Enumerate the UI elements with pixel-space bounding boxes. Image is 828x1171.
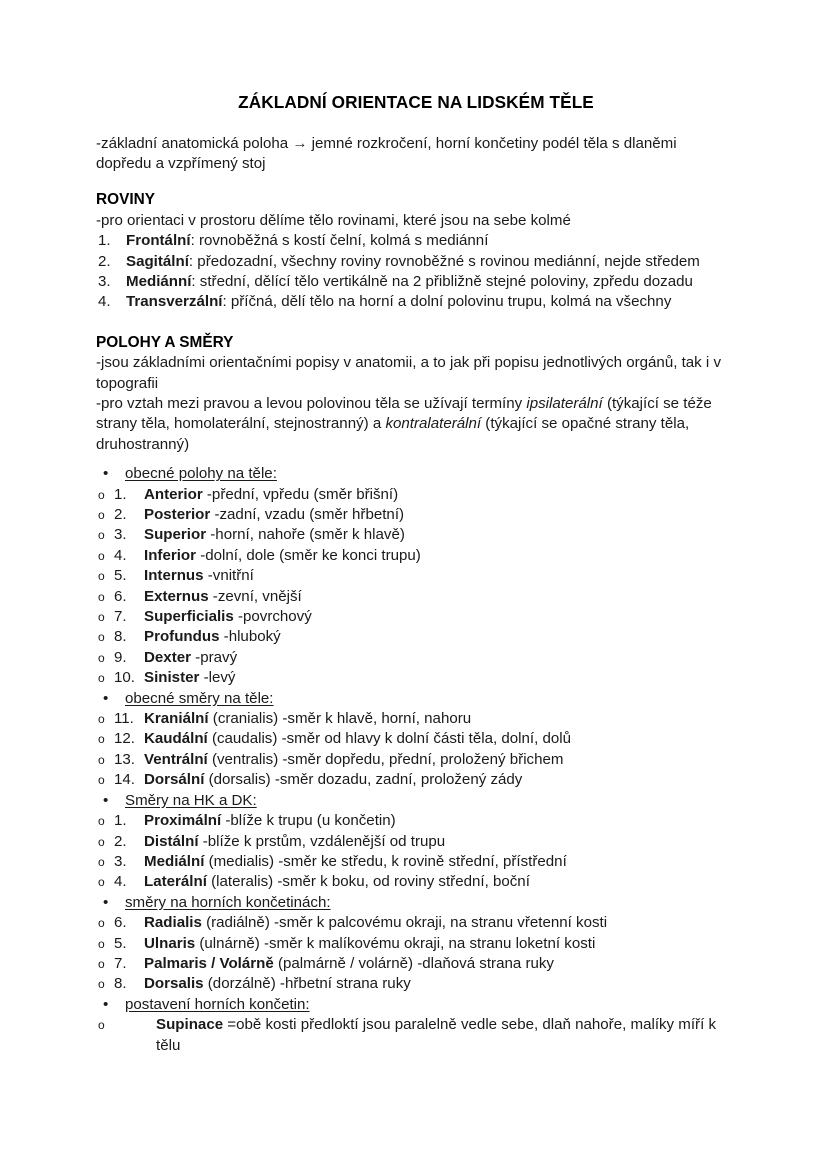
circle-bullet-icon: o bbox=[98, 1018, 105, 1033]
list-marker: 8. bbox=[114, 975, 127, 993]
group-header bbox=[96, 464, 736, 484]
group-label: obecné směry na těle: bbox=[125, 689, 274, 707]
term-label: Sinister bbox=[144, 669, 200, 687]
list-item bbox=[96, 252, 736, 272]
spacer bbox=[96, 174, 736, 190]
term-description: (dorsalis) -směr dozadu, zadní, proložený zády bbox=[204, 771, 523, 789]
polohy-lead-1: -jsou základními orientačními popisy v anatomii, a to jak při popisu jednotlivých orgánů, tak i v topografii bbox=[96, 354, 722, 392]
spacer bbox=[96, 313, 736, 333]
term-label: Posterior bbox=[144, 506, 211, 523]
term-description: (ulnárně) -směr k malíkovému okraji, na stranu loketní kosti bbox=[195, 934, 596, 952]
list-item bbox=[96, 668, 736, 688]
group-obecne-polohy bbox=[96, 464, 736, 688]
circle-bullet-icon: o bbox=[98, 854, 105, 869]
circle-bullet-icon: o bbox=[98, 773, 105, 788]
list-item bbox=[96, 587, 736, 607]
bullet-icon: • bbox=[103, 893, 109, 911]
list-item bbox=[96, 852, 736, 872]
list-marker: 10. bbox=[114, 669, 135, 687]
term-description: -hluboký bbox=[219, 628, 281, 646]
list-item bbox=[96, 627, 736, 647]
lead2-part-b: (týkající se téže strany těla, homolaterální, stejnostranný) a bbox=[96, 394, 712, 433]
term-label: Kraniální bbox=[144, 710, 209, 728]
list-marker: 3. bbox=[114, 526, 127, 544]
term-description: : střední, dělící tělo vertikálně na 2 přibližně stejné poloviny, zpředu dozadu bbox=[191, 272, 693, 290]
term-label: Mediánní bbox=[126, 272, 192, 290]
term-description: -blíže k trupu (u končetin) bbox=[221, 812, 396, 830]
group-postaveni-hornich-koncetin bbox=[96, 995, 736, 1056]
intro-text-after: jemné rozkročení, horní končetiny podél těla s dlaněmi dopředu a vzpřímený stoj bbox=[96, 134, 677, 172]
arrow-icon: → bbox=[292, 134, 308, 152]
list-item bbox=[96, 974, 736, 994]
bullet-icon: • bbox=[103, 791, 109, 809]
circle-bullet-icon: o bbox=[98, 936, 105, 951]
list-item bbox=[96, 485, 736, 505]
term-description: -horní, nahoře (směr k hlavě) bbox=[206, 526, 405, 544]
list-item bbox=[96, 770, 736, 790]
term-label: Proximální bbox=[144, 812, 222, 830]
circle-bullet-icon: o bbox=[98, 528, 105, 543]
list-marker: 13. bbox=[114, 750, 135, 768]
term-description: (ventralis) -směr dopředu, přední, proložený břichem bbox=[207, 750, 564, 768]
list-marker: 7. bbox=[114, 608, 127, 626]
circle-bullet-icon: o bbox=[98, 630, 105, 645]
group-label: směry na horních končetinách: bbox=[125, 893, 331, 911]
group-label: obecné polohy na těle: bbox=[125, 465, 277, 483]
list-marker: 1. bbox=[114, 812, 127, 830]
bullet-icon: • bbox=[103, 995, 109, 1013]
list-marker: 5. bbox=[114, 567, 127, 585]
term-label: Dexter bbox=[144, 648, 191, 666]
term-description: -pravý bbox=[190, 648, 238, 666]
sub-list bbox=[96, 485, 736, 689]
term-kontralateralni: kontralaterální bbox=[385, 415, 482, 433]
list-marker: 4. bbox=[98, 293, 111, 311]
circle-bullet-icon: o bbox=[98, 589, 105, 604]
list-marker: 5. bbox=[114, 934, 127, 952]
list-marker: 9. bbox=[114, 648, 127, 666]
sub-list bbox=[96, 709, 736, 791]
term-description: : předozadní, všechny roviny rovnoběžné s rovinou mediánní, nejde středem bbox=[188, 252, 700, 270]
list-marker: 12. bbox=[114, 730, 135, 748]
group-obecne-smery bbox=[96, 689, 736, 791]
term-label: Laterální bbox=[144, 873, 207, 891]
circle-bullet-icon: o bbox=[98, 508, 105, 522]
circle-bullet-icon: o bbox=[98, 487, 105, 502]
term-description: (caudalis) -směr od hlavy k dolní části těla, dolní, dolů bbox=[207, 730, 572, 748]
list-marker: 2. bbox=[114, 506, 127, 523]
list-item bbox=[96, 954, 736, 974]
list-marker: 11. bbox=[114, 710, 134, 728]
circle-bullet-icon: o bbox=[98, 977, 105, 992]
term-label: Externus bbox=[144, 587, 209, 605]
lead2-part-c: (týkající se opačné strany těla, druhostranný) bbox=[96, 415, 690, 453]
list-marker: 3. bbox=[114, 852, 127, 870]
list-marker: 8. bbox=[114, 628, 127, 646]
list-marker: 6. bbox=[114, 914, 127, 932]
term-description: -zadní, vzadu (směr hřbetní) bbox=[210, 506, 405, 523]
circle-bullet-icon: o bbox=[98, 752, 105, 767]
sub-list bbox=[96, 811, 736, 893]
list-item bbox=[96, 231, 736, 251]
term-label: Sagitální bbox=[126, 252, 189, 270]
term-label: Ventrální bbox=[144, 750, 208, 768]
list-item bbox=[96, 872, 736, 892]
term-description: -zevní, vnější bbox=[208, 587, 302, 605]
list-item bbox=[96, 292, 736, 312]
term-label: Internus bbox=[144, 567, 204, 585]
term-label: Inferior bbox=[144, 546, 196, 564]
list-marker: 7. bbox=[114, 954, 127, 972]
term-label: Frontální bbox=[126, 232, 191, 250]
list-item bbox=[96, 934, 736, 954]
term-description: =obě kosti předloktí jsou paralelně vedle sebe, dlaň nahoře, malíky míří k tělu bbox=[156, 1016, 717, 1054]
term-description: : rovnoběžná s kostí čelní, kolmá s mediánní bbox=[190, 232, 489, 250]
circle-bullet-icon: o bbox=[98, 650, 105, 665]
circle-bullet-icon: o bbox=[98, 548, 105, 563]
sub-list bbox=[96, 1015, 736, 1056]
circle-bullet-icon: o bbox=[98, 875, 105, 890]
polohy-lead-2 bbox=[96, 394, 736, 455]
term-label: Anterior bbox=[144, 485, 203, 503]
term-description: -vnitřní bbox=[203, 567, 254, 585]
bullet-icon: • bbox=[103, 689, 109, 707]
group-header bbox=[96, 689, 736, 709]
list-marker: 4. bbox=[114, 546, 127, 564]
bullet-icon: • bbox=[103, 465, 109, 483]
group-label: postavení horních končetin: bbox=[125, 995, 310, 1013]
list-item bbox=[96, 546, 736, 566]
list-item bbox=[96, 913, 736, 933]
section-heading-roviny: ROVINY bbox=[96, 191, 156, 209]
list-item bbox=[96, 607, 736, 627]
sub-list bbox=[96, 913, 736, 995]
section-heading-polohy-a-smery: POLOHY A SMĚRY bbox=[96, 333, 234, 351]
term-label: Kaudální bbox=[144, 730, 208, 748]
circle-bullet-icon: o bbox=[98, 732, 105, 747]
list-marker: 4. bbox=[114, 873, 127, 891]
term-description: (radiálně) -směr k palcovému okraji, na stranu vřetenní kosti bbox=[201, 914, 608, 932]
term-label: Profundus bbox=[144, 628, 220, 646]
list-item bbox=[96, 272, 736, 292]
term-label: Ulnaris bbox=[144, 934, 196, 952]
group-header bbox=[96, 995, 736, 1015]
term-label: Supinace bbox=[156, 1016, 224, 1034]
circle-bullet-icon: o bbox=[98, 610, 105, 625]
list-item bbox=[96, 566, 736, 586]
term-label: Palmaris / Volárně bbox=[144, 954, 274, 972]
term-description: (medialis) -směr ke středu, k rovině střední, přístřední bbox=[204, 852, 567, 870]
list-marker: 2. bbox=[98, 252, 111, 270]
term-description: -dolní, dole (směr ke konci trupu) bbox=[196, 546, 421, 564]
circle-bullet-icon: o bbox=[98, 569, 105, 584]
group-label: Směry na HK a DK: bbox=[125, 791, 257, 809]
term-label: Mediální bbox=[144, 852, 205, 870]
circle-bullet-icon: o bbox=[98, 916, 105, 931]
term-label: Distální bbox=[144, 832, 199, 850]
circle-bullet-icon: o bbox=[98, 834, 105, 849]
list-item bbox=[96, 1015, 736, 1056]
list-marker: 2. bbox=[114, 832, 127, 850]
list-marker: 14. bbox=[114, 771, 135, 789]
term-description: -přední, vpředu (směr břišní) bbox=[202, 485, 399, 503]
list-item bbox=[96, 750, 736, 770]
term-description: (cranialis) -směr k hlavě, horní, nahoru bbox=[208, 710, 472, 728]
intro-paragraph bbox=[96, 134, 736, 175]
group-smery-hk-dk bbox=[96, 791, 736, 893]
term-description: -blíže k prstům, vzdálenější od trupu bbox=[198, 832, 446, 850]
group-header bbox=[96, 893, 736, 913]
roviny-lead: -pro orientaci v prostoru dělíme tělo rovinami, které jsou na sebe kolmé bbox=[96, 211, 571, 229]
circle-bullet-icon: o bbox=[98, 814, 105, 829]
list-item bbox=[96, 505, 736, 525]
term-description: (dorzálně) -hřbetní strana ruky bbox=[203, 975, 411, 993]
intro-text-before: -základní anatomická poloha bbox=[96, 134, 293, 152]
list-item bbox=[96, 729, 736, 749]
term-description: -povrchový bbox=[233, 608, 312, 626]
list-item bbox=[96, 832, 736, 852]
list-marker: 6. bbox=[114, 587, 127, 605]
document-content bbox=[96, 92, 736, 1056]
list-marker: 1. bbox=[98, 232, 111, 250]
list-item bbox=[96, 648, 736, 668]
term-description: -levý bbox=[199, 669, 236, 687]
group-header bbox=[96, 791, 736, 811]
term-description: (palmárně / volárně) -dlaňová strana ruky bbox=[273, 954, 554, 972]
circle-bullet-icon: o bbox=[98, 671, 105, 686]
lead2-part-a: -pro vztah mezi pravou a levou polovinou těla se užívají termíny bbox=[96, 394, 527, 412]
list-marker: 3. bbox=[98, 272, 111, 290]
term-ipsilateralni: ipsilaterální bbox=[526, 394, 603, 412]
term-label: Dorsální bbox=[144, 771, 205, 789]
list-marker: 1. bbox=[114, 485, 127, 503]
term-label: Radialis bbox=[144, 914, 202, 932]
term-label: Transverzální bbox=[126, 293, 223, 311]
list-item bbox=[96, 811, 736, 831]
list-item bbox=[96, 709, 736, 729]
circle-bullet-icon: o bbox=[98, 956, 105, 971]
term-description: (lateralis) -směr k boku, od roviny střední, boční bbox=[206, 873, 530, 891]
roviny-list bbox=[96, 231, 736, 313]
circle-bullet-icon: o bbox=[98, 712, 105, 727]
page-title: ZÁKLADNÍ ORIENTACE NA LIDSKÉM TĚLE bbox=[238, 92, 594, 112]
group-smery-horni-koncetiny bbox=[96, 893, 736, 995]
term-label: Dorsalis bbox=[144, 975, 204, 993]
term-label: Superior bbox=[144, 526, 207, 544]
list-item bbox=[96, 525, 736, 545]
term-label: Superficialis bbox=[144, 608, 234, 626]
term-description: : příčná, dělí tělo na horní a dolní polovinu trupu, kolmá na všechny bbox=[222, 293, 672, 311]
spacer bbox=[96, 455, 736, 464]
